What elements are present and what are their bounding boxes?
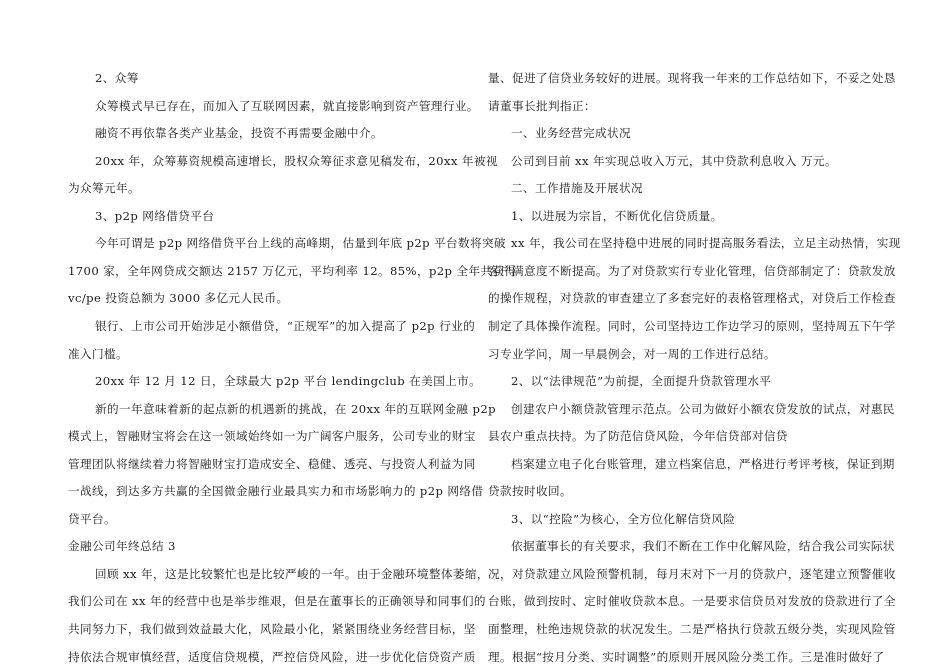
right-column-line: 依据董事长的有关要求，我们不断在工作中化解风险，结合我公司实际状 — [511, 539, 895, 554]
right-column-line: 二、工作措施及开展状况 — [511, 181, 643, 196]
right-column-line: 面整理，杜绝违规贷款的状况发生。二是严格执行贷款五级分类，实现风险管 — [488, 622, 896, 636]
left-column-line: 1700 家，全年网贷成交额达 2157 万亿元，平均利率 12。85%，p2p 全年共获得 — [68, 263, 517, 278]
right-column-line: 贷款按时收回。 — [488, 484, 572, 499]
right-column-line: 县农户重点扶持。为了防范信贷风险，今年信贷部对信贷 — [488, 429, 788, 444]
right-column-line: 档案建立电子化台账管理，建立档案信息，严格进行考评考核，保证到期 — [511, 456, 895, 471]
left-column-line: 为众筹元年。 — [68, 181, 140, 196]
left-column-line: 我们公司在 xx 年的经营中也是举步维艰，但是在董事长的正确领导和同事们的 — [68, 594, 486, 609]
left-column-line: 模式上，智融财宝将会在这一领域始终如一为广阔客户服务，公司专业的财宝 — [68, 429, 476, 444]
right-column-line: 台账，做到按时、定时催收贷款本息。一是要求信贷员对发放的贷款进行了全 — [488, 594, 896, 609]
left-column-line: 准入门槛。 — [68, 346, 128, 361]
left-column-line: 贷平台。 — [68, 511, 116, 526]
left-column-line: vc/pe 投资总额为 3000 多亿元人民币。 — [68, 291, 289, 306]
left-column-line: 20xx 年，众筹募资规模高速增长，股权众筹征求意见稿发布，20xx 年被视 — [95, 153, 498, 168]
left-column-line: 共同努力下，我们做到效益最大化，风险最小化，紧紧围绕业务经营目标，坚 — [68, 622, 476, 636]
left-column-line: 新的一年意味着新的起点新的机遇新的挑战，在 20xx 年的互联网金融 p2p — [95, 401, 496, 416]
right-column-line: xx 年，我公司在坚持稳中进展的同时提高服务看法，立足主动热情，实现 — [511, 236, 901, 251]
right-column-line: 制定了具体操作流程。同时，公司坚持边工作边学习的原则，坚持周五下午学 — [488, 318, 896, 333]
right-column-line: 客户满意度不断提高。为了对贷款实行专业化管理，信贷部制定了：贷款发放 — [488, 263, 896, 278]
right-column-line: 请董事长批判指正： — [488, 98, 596, 113]
right-column-line: 况，对贷款建立风险预警机制，每月末对下一月的贷款户，逐笔建立预警催收 — [488, 566, 896, 581]
left-column-line: 今年可谓是 p2p 网络借贷平台上线的高峰期，估量到年底 p2p 平台数将突破 — [95, 236, 507, 251]
right-column-line: 2、以“法律规范”为前提，全面提升贷款管理水平 — [511, 374, 772, 389]
right-column-line: 一、业务经营完成状况 — [511, 126, 631, 141]
left-column-line: 融资不再依靠各类产业基金，投资不再需要金融中介。 — [95, 126, 383, 141]
left-column-line: 3、p2p 网络借贷平台 — [95, 208, 215, 223]
left-column-line: 2、众筹 — [95, 71, 139, 85]
left-column-line: 回顾 xx 年，这是比较繁忙也是比较严峻的一年。由于金融环境整体萎缩， — [95, 566, 489, 581]
left-column-line: 金融公司年终总结 3 — [68, 539, 176, 554]
right-column-line: 3、以“控险”为核心，全方位化解信贷风险 — [511, 511, 736, 526]
left-column-line: 众筹模式早已存在，而加入了互联网因素，就直接影响到资产管理行业。 — [95, 98, 479, 113]
left-column-line: 20xx 年 12 月 12 日，全球最大 p2p 平台 lendingclub 在美国上市。 — [95, 374, 482, 389]
left-column-line: 银行、上市公司开始涉足小额借贷，“正规军”的加入提高了 p2p 行业的 — [95, 318, 476, 333]
left-column-line: 管理团队将继续着力将智融财宝打造成安全、稳健、透亮、与投资人利益为同 — [68, 456, 476, 471]
left-column-line: 一战线，到达多方共赢的全国微金融行业最具实力和市场影响力的 p2p 网络借 — [68, 484, 484, 499]
left-column-line: 持依法合规审慎经营，适度信贷规模，严控信贷风险，进一步优化信贷资产质 — [68, 649, 476, 664]
right-column-line: 理。根据“按月分类、实时调整”的原则开展风险分类工作。三是准时做好了 — [488, 649, 885, 664]
right-column-line: 创建农户小额贷款管理示范点。公司为做好小额农贷发放的试点，对惠民 — [511, 401, 895, 416]
right-column-line: 习专业学问，周一早晨例会，对一周的工作进行总结。 — [488, 346, 776, 361]
right-column-line: 公司到目前 xx 年实现总收入万元，其中贷款利息收入 万元。 — [511, 153, 837, 168]
right-column-line: 1、以进展为宗旨，不断优化信贷质量。 — [511, 208, 723, 223]
right-column-line: 的操作规程，对贷款的审查建立了多套完好的表格管理格式，对贷后工作检查 — [488, 291, 896, 306]
right-column-line: 量、促进了信贷业务较好的进展。现将我一年来的工作总结如下，不妥之处恳 — [488, 71, 896, 85]
